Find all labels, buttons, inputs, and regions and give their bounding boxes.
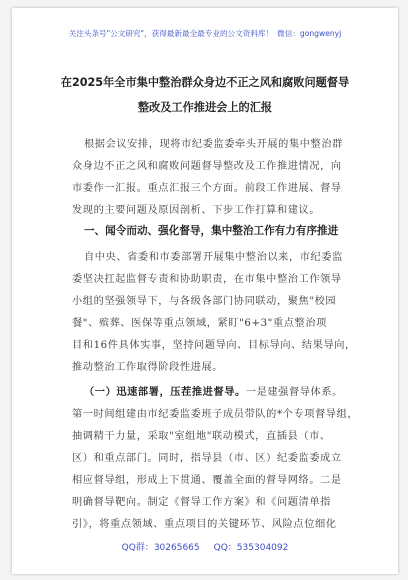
subsection-1-label: （一）迅速部署，压茬推进督导。 <box>84 387 246 398</box>
section-1-line: 推动整治工作取得阶段性进展。 <box>72 362 224 373</box>
footer-contact <box>12 540 398 553</box>
footer-qq: QQ：535304092 <box>213 543 289 553</box>
section-1-line: 委坚决扛起监督专责和协助职责，在市集中整治工作领导 <box>72 274 342 285</box>
banner-wechat: 微信：gongwenyj <box>277 29 342 38</box>
subsection-1-line: 第一时间组建由市纪委监委班子成员带队的*个专项督导组， <box>72 409 359 420</box>
intro-line: 市委作一汇报。重点汇报三个方面。前段工作进展、督导 <box>72 183 342 194</box>
document-title-line-1: 在2025年全市集中整治群众身边不正之风和腐败问题督导 <box>60 76 350 89</box>
footer-qq-group: QQ群：30265665 <box>121 543 200 553</box>
subsection-1-line: 抽调精干力量，采取"室组地"联动模式，直插县（市、 <box>72 431 331 442</box>
section-1-line: 目和16件具体实事，坚持问题导向、目标导向、结果导向， <box>72 340 356 351</box>
subsection-1-lead <box>84 383 362 398</box>
top-banner <box>12 28 398 39</box>
section-1-line: 小组的坚强领导下，与各级各部门协同联动，聚焦"校园 <box>72 296 337 307</box>
banner-text[interactable]: 关注头条号"公文研究"，获得最新最全最专业的公文资料库！ <box>68 29 274 38</box>
document-page <box>12 8 398 574</box>
subsection-1-lead-text: 一是建强督导体系。 <box>245 387 343 398</box>
subsection-1-line: 明确督导靶向。制定《督导工作方案》和《问题清单指 <box>72 497 331 508</box>
section-1-line: 餐"、殡葬、医保等重点领域，紧盯"6+3"重点整治项 <box>72 318 327 329</box>
section-1-heading: 一、闻令而动、强化督导，集中整治工作有力有序推进 <box>84 225 339 237</box>
intro-line: 发现的主要问题及原因剖析、下步工作打算和建议。 <box>72 205 321 216</box>
subsection-1-line: 区）和重点部门。同时，指导县（市、区）纪委监委成立 <box>72 453 342 464</box>
document-title-line-2: 整改及工作推进会上的汇报 <box>137 101 273 114</box>
intro-line: 众身边不正之风和腐败问题督导整改及工作推进情况，向 <box>72 161 342 172</box>
subsection-1-line: 引》，将重点领域、重点项目的关键环节、风险点位细化 <box>72 519 337 530</box>
section-1-line: 自中央、省委和市委部署开展集中整治以来，市纪委监 <box>84 252 343 263</box>
subsection-1-line: 相应督导组，形成上下贯通、覆盖全面的督导网络。二是 <box>72 475 342 486</box>
intro-line: 根据会议安排，现将市纪委监委牵头开展的集中整治群 <box>84 139 343 150</box>
